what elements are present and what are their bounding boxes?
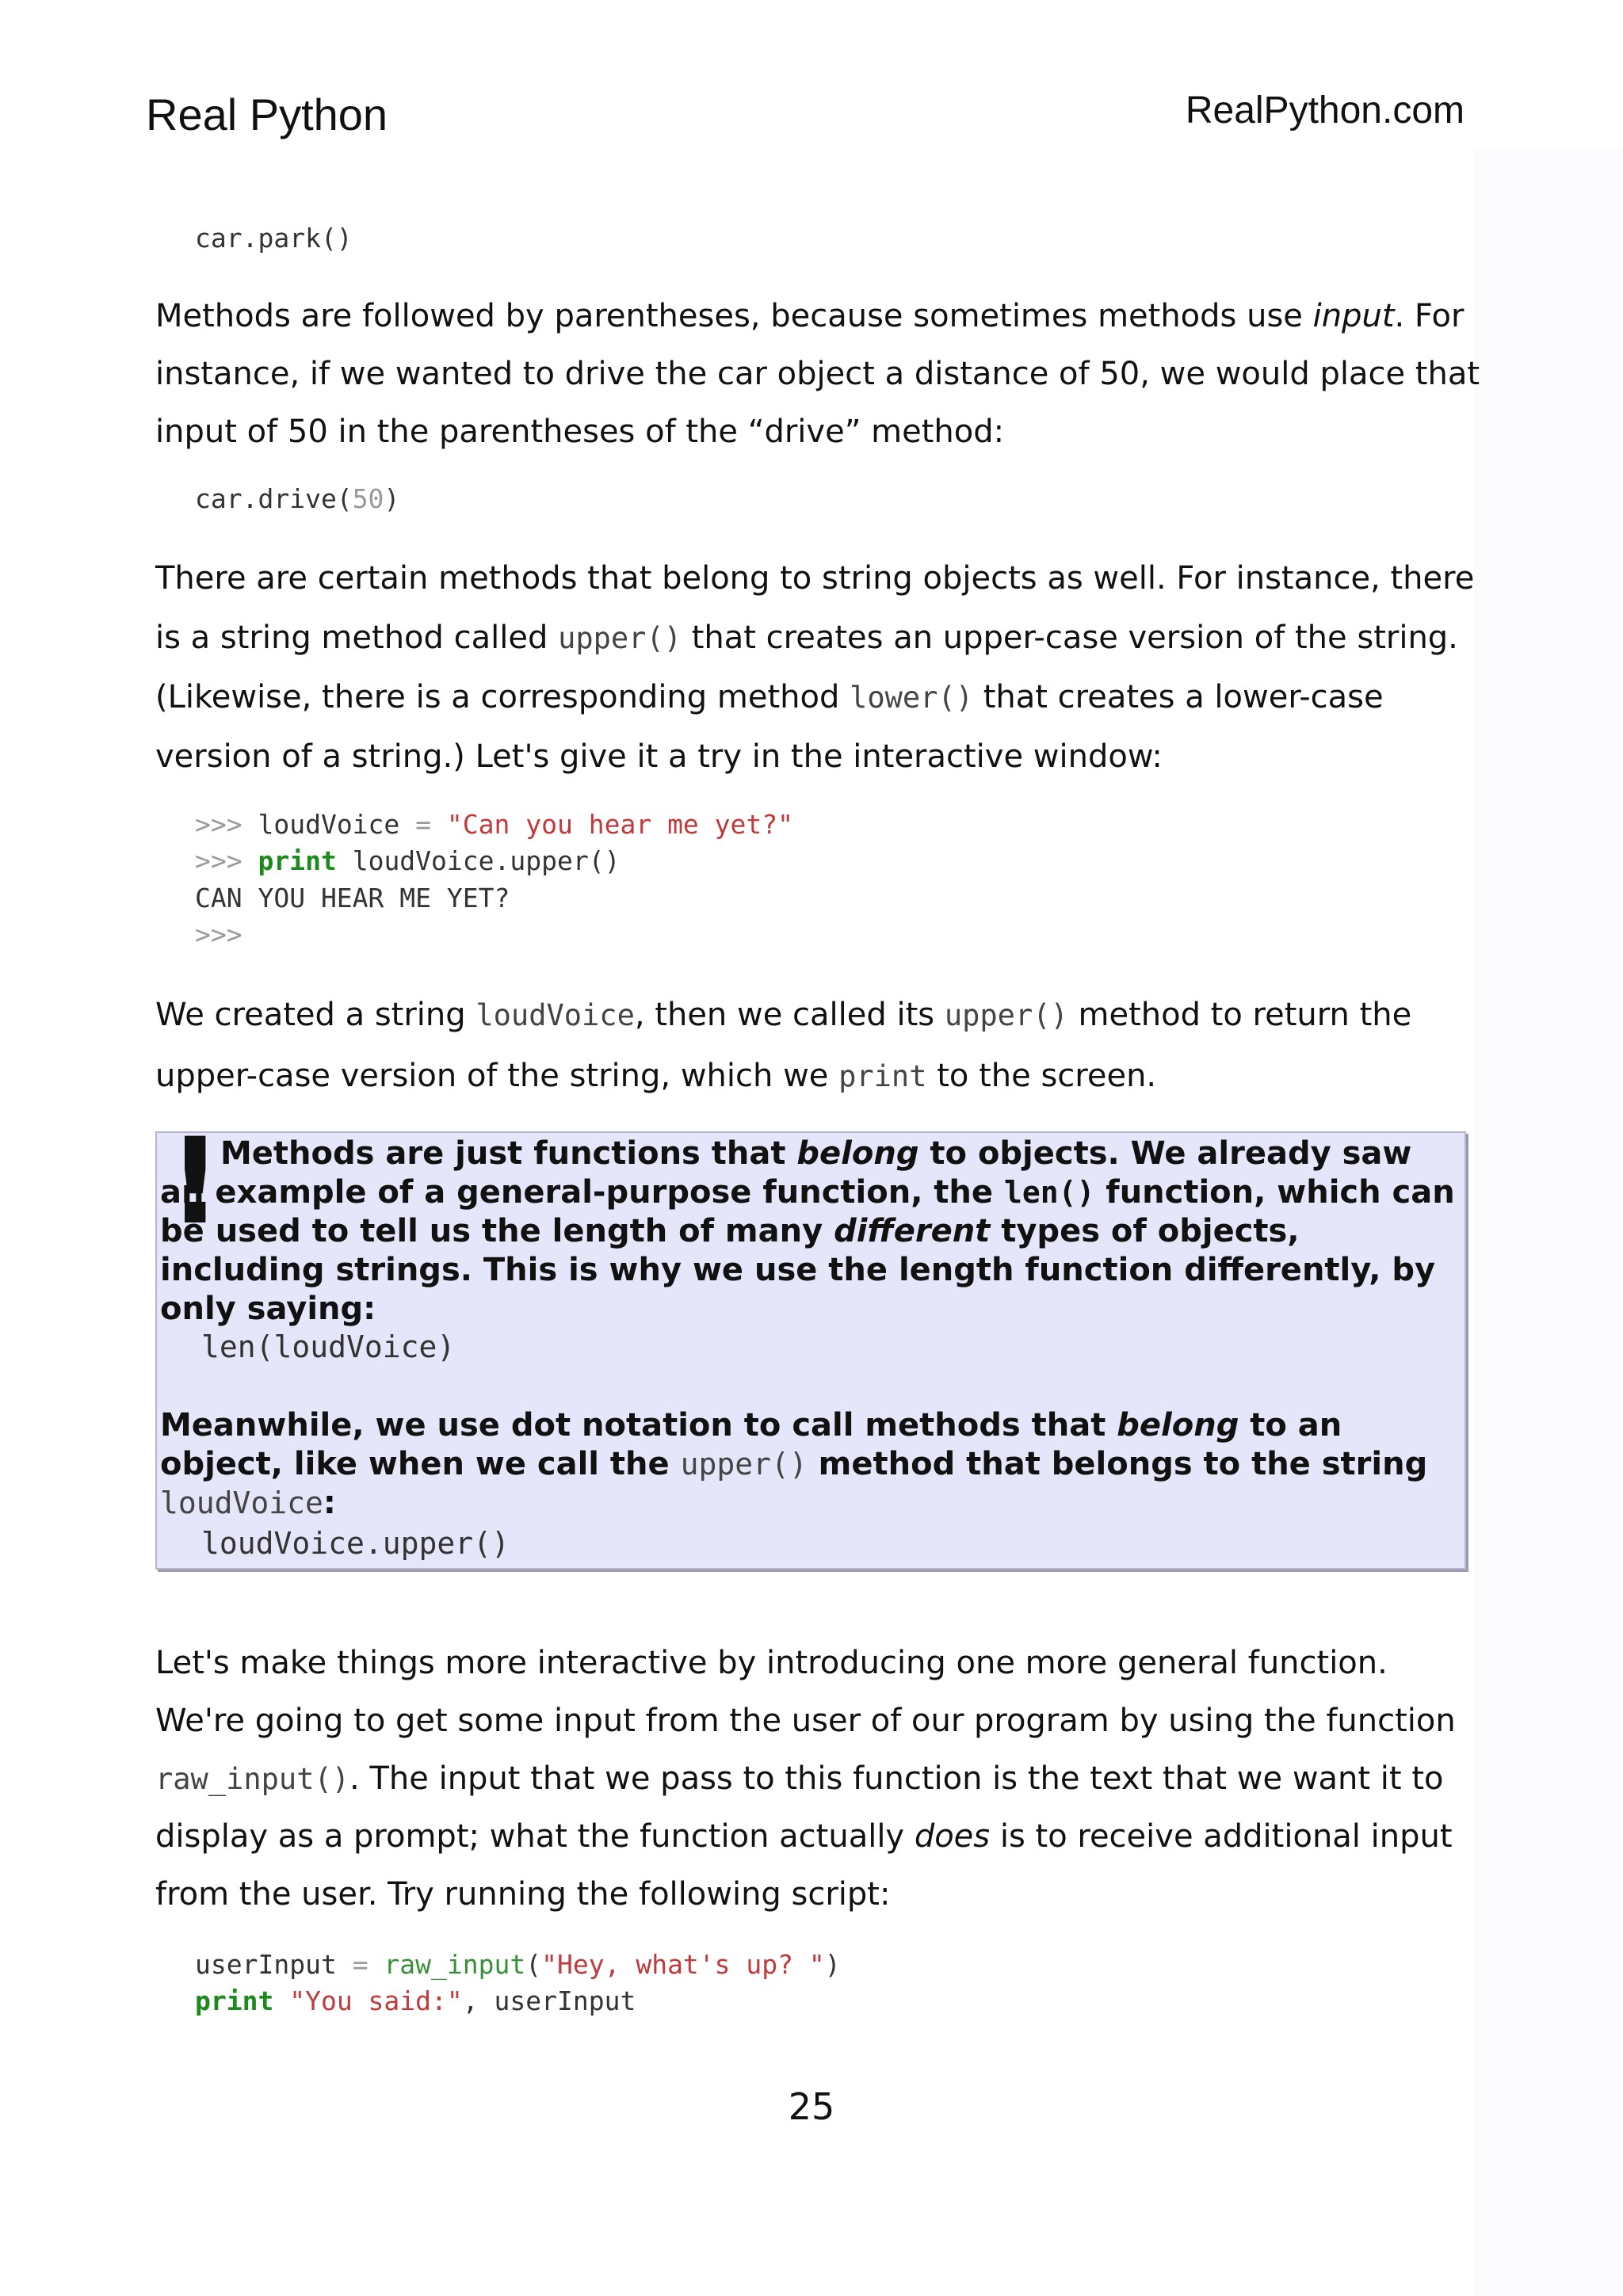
emphasis: different	[834, 1213, 991, 1249]
emphasis: belong	[1117, 1407, 1239, 1444]
code-keyword: print	[195, 1985, 274, 2017]
paragraph-methods-intro	[155, 288, 1487, 461]
code-number: 50	[352, 483, 384, 514]
inline-code: loudVoice	[160, 1486, 323, 1520]
note-paragraph-1	[160, 1135, 1460, 1329]
code-token: loudVoice	[258, 809, 400, 840]
text: . For instance, if we wanted to drive the car object a distance of 50, we would place that input of 50 in the parentheses of the “drive” method:	[155, 298, 1480, 450]
text: function, which can be used to tell us the length of many	[160, 1174, 1455, 1249]
emphasis: input	[1312, 298, 1395, 334]
inline-code: upper()	[558, 621, 682, 655]
text: to the screen.	[926, 1058, 1157, 1094]
inline-code: raw_input()	[155, 1762, 350, 1796]
text: Methods are followed by parentheses, because sometimes methods use	[155, 298, 1313, 334]
text: . The input that we pass to this function is the text that we want it to display as a prompt; what the function actually	[155, 1760, 1444, 1855]
text: Meanwhile, we use dot notation to call methods that	[160, 1407, 1117, 1444]
code-block-drive	[195, 481, 399, 517]
page-number: 25	[788, 2085, 835, 2128]
text: Methods are just functions that	[220, 1135, 797, 1172]
text: types of objects, including strings. This is why we use the length function differently, by only saying:	[160, 1213, 1436, 1327]
exclamation-icon: !	[168, 1113, 223, 1251]
text: There are certain methods that belong to string objects as well. For instance, there is a string method called	[155, 560, 1475, 656]
emphasis: belong	[796, 1135, 919, 1172]
code-line: car.park()	[195, 223, 353, 254]
header-title: Real Python	[146, 90, 388, 139]
text: is to receive additional input from the user. Try running the following script:	[155, 1818, 1453, 1913]
text: that creates an upper-case version of the string. (Likewise, there is a corresponding method	[155, 620, 1458, 715]
code-builtin: raw_input	[384, 1949, 526, 1980]
code-token: (	[525, 1949, 542, 1980]
text: :	[323, 1485, 336, 1521]
page-edge-tint	[1474, 151, 1623, 2296]
paragraph-string-methods	[155, 549, 1487, 787]
code-token: )	[384, 483, 400, 514]
code-block-park	[195, 220, 353, 257]
code-prompt: >>>	[195, 919, 242, 951]
code-string: "Can you hear me yet?"	[446, 809, 794, 840]
code-token: userInput	[195, 1949, 337, 1980]
text: method that belongs to the string	[807, 1446, 1428, 1482]
code-block-interactive	[195, 807, 793, 954]
code-token: , userInput	[462, 1985, 636, 2017]
text: method to return the upper-case version of the string, which we	[155, 997, 1412, 1094]
text: that creates a lower-case version of a string.) Let's give it a try in the interactive window:	[155, 679, 1384, 775]
code-token: car.drive(	[195, 483, 353, 514]
code-output: CAN YOU HEAR ME YET?	[195, 882, 510, 913]
header-site: RealPython.com	[1185, 90, 1465, 132]
paragraph-loudvoice-explanation	[155, 985, 1487, 1107]
note-code-upper: loudVoice.upper()	[201, 1526, 510, 1561]
code-string: "You said:"	[289, 1985, 463, 2017]
inline-code: len()	[1003, 1175, 1095, 1210]
text: We created a string	[155, 997, 476, 1033]
inline-code: lower()	[850, 681, 974, 715]
note-callout	[155, 1113, 1466, 1569]
note-code-len: len(loudVoice)	[201, 1329, 456, 1364]
code-token: )	[824, 1949, 841, 1980]
text: , then we called its	[634, 997, 945, 1033]
text: Let's make things more interactive by introducing one more general function. We're going to get some input from the user of our program by using the function	[155, 1645, 1456, 1739]
inline-code: upper()	[944, 998, 1068, 1032]
emphasis: does	[914, 1818, 991, 1855]
paragraph-raw-input	[155, 1634, 1487, 1924]
code-operator: =	[352, 1949, 369, 1980]
code-keyword: print	[258, 845, 337, 877]
text: to objects. We already saw an example of a general-purpose function, the	[160, 1135, 1412, 1211]
note-paragraph-2	[160, 1406, 1460, 1523]
text: to an object, like when we call the	[160, 1407, 1342, 1482]
inline-code: print	[838, 1059, 927, 1093]
code-prompt: >>>	[195, 809, 242, 840]
inline-code: loudVoice	[475, 998, 635, 1032]
code-token: loudVoice.upper()	[352, 845, 621, 877]
code-operator: =	[415, 809, 432, 840]
code-string: "Hey, what's up? "	[541, 1949, 825, 1980]
inline-code: upper()	[680, 1447, 808, 1482]
code-prompt: >>>	[195, 845, 242, 877]
code-block-raw-input	[195, 1947, 841, 2020]
